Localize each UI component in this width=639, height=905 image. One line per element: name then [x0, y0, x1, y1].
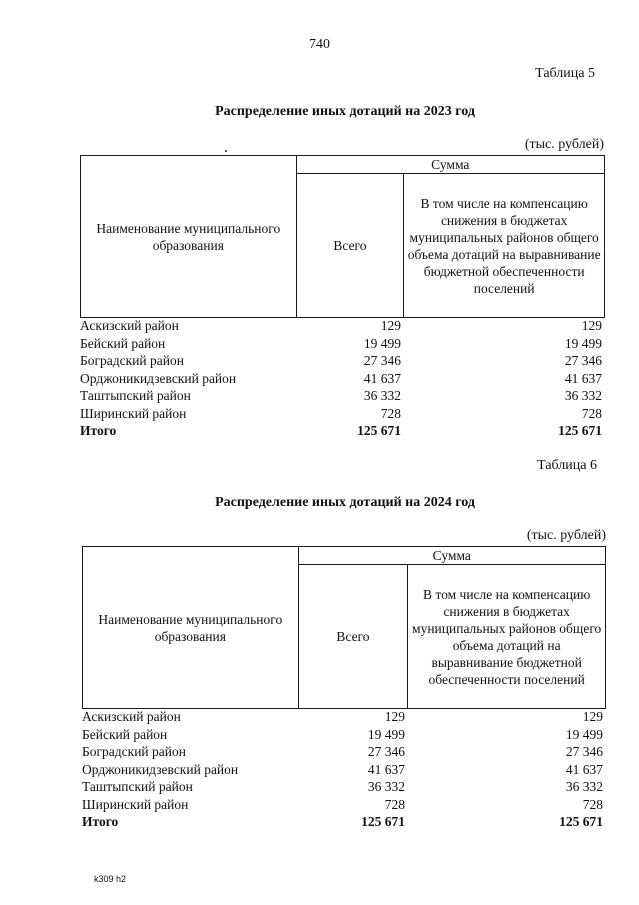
row-including: 36 332	[565, 779, 603, 794]
total-label: Итого	[82, 814, 119, 829]
row-including: 27 346	[565, 744, 603, 759]
table-5-units: (тыс. рублей)	[524, 137, 604, 152]
row-including: 129	[581, 318, 602, 333]
footer-code: k309 h2	[94, 874, 127, 884]
table-5-title: Распределение иных дотаций на 2023 год	[215, 104, 475, 119]
row-including: 19 499	[564, 335, 602, 351]
table-6-header	[82, 546, 606, 709]
row-name: Боградский район	[82, 744, 186, 759]
column-header-name: Наименование муниципального образования	[83, 547, 299, 709]
table-6-title: Распределение иных дотаций на 2024 год	[215, 495, 475, 510]
table-row	[80, 317, 605, 335]
column-header-including: В том числе на компенсацию снижения в бюджетах муниципальных районов общего объема дотаций на выравнивание бюджетной обеспеченности поселений	[408, 565, 606, 709]
table-row	[82, 778, 606, 796]
row-total: 41 637	[363, 370, 401, 386]
row-total: 41 637	[367, 761, 405, 777]
table-5-body	[80, 317, 605, 440]
total-label: Итого	[80, 423, 117, 438]
total-row	[80, 422, 605, 440]
table-row	[82, 796, 606, 814]
total-value: 125 671	[361, 814, 405, 829]
row-name: Таштыпский район	[82, 779, 193, 794]
row-total: 36 332	[367, 779, 405, 794]
row-total: 27 346	[363, 353, 401, 368]
table-row	[80, 370, 605, 388]
scan-speck	[225, 150, 227, 152]
page-number: 740	[309, 37, 330, 52]
column-header-sum: Сумма	[296, 156, 604, 174]
row-including: 728	[582, 796, 603, 812]
column-header-sum: Сумма	[298, 547, 605, 565]
table-5-label: Таблица 5	[535, 66, 595, 81]
table-row	[80, 335, 605, 353]
row-name: Орджоникидзевский район	[80, 370, 237, 386]
row-total: 129	[380, 318, 401, 333]
row-including: 129	[582, 709, 603, 724]
table-row	[80, 387, 605, 405]
row-total: 27 346	[367, 744, 405, 759]
table-6-label: Таблица 6	[537, 458, 597, 473]
table-6-units: (тыс. рублей)	[526, 528, 606, 543]
row-including: 41 637	[565, 761, 603, 777]
row-including: 41 637	[564, 370, 602, 386]
table-row	[82, 708, 606, 726]
row-name: Аскизский район	[82, 709, 181, 724]
row-total: 129	[384, 709, 405, 724]
row-total: 19 499	[363, 335, 401, 351]
row-total: 19 499	[367, 726, 405, 742]
table-row	[82, 761, 606, 779]
row-name: Ширинский район	[82, 796, 189, 812]
row-total: 36 332	[363, 388, 401, 403]
table-5-header	[80, 155, 605, 318]
total-including: 125 671	[559, 814, 603, 829]
row-total: 728	[384, 796, 405, 812]
table-6-body	[82, 708, 606, 831]
row-name: Ширинский район	[80, 405, 187, 421]
column-header-name: Наименование муниципального образования	[81, 156, 297, 318]
table-row	[80, 405, 605, 423]
row-including: 27 346	[564, 353, 602, 368]
table-row	[82, 743, 606, 761]
row-name: Орджоникидзевский район	[82, 761, 239, 777]
table-row	[80, 352, 605, 370]
row-name: Аскизский район	[80, 318, 179, 333]
row-name: Боградский район	[80, 353, 184, 368]
total-row	[82, 813, 606, 831]
row-name: Бейский район	[82, 726, 168, 742]
table-row	[82, 726, 606, 744]
row-including: 36 332	[564, 388, 602, 403]
row-total: 728	[380, 405, 401, 421]
row-including: 19 499	[565, 726, 603, 742]
row-name: Таштыпский район	[80, 388, 191, 403]
total-value: 125 671	[357, 423, 401, 438]
column-header-total: Всего	[296, 174, 404, 318]
column-header-total: Всего	[298, 565, 408, 709]
column-header-including: В том числе на компенсацию снижения в бюджетах муниципальных районов общего объема дотаций на выравнивание бюджетной обеспеченности поселений	[404, 174, 605, 318]
row-including: 728	[581, 405, 602, 421]
total-including: 125 671	[558, 423, 602, 438]
row-name: Бейский район	[80, 335, 166, 351]
